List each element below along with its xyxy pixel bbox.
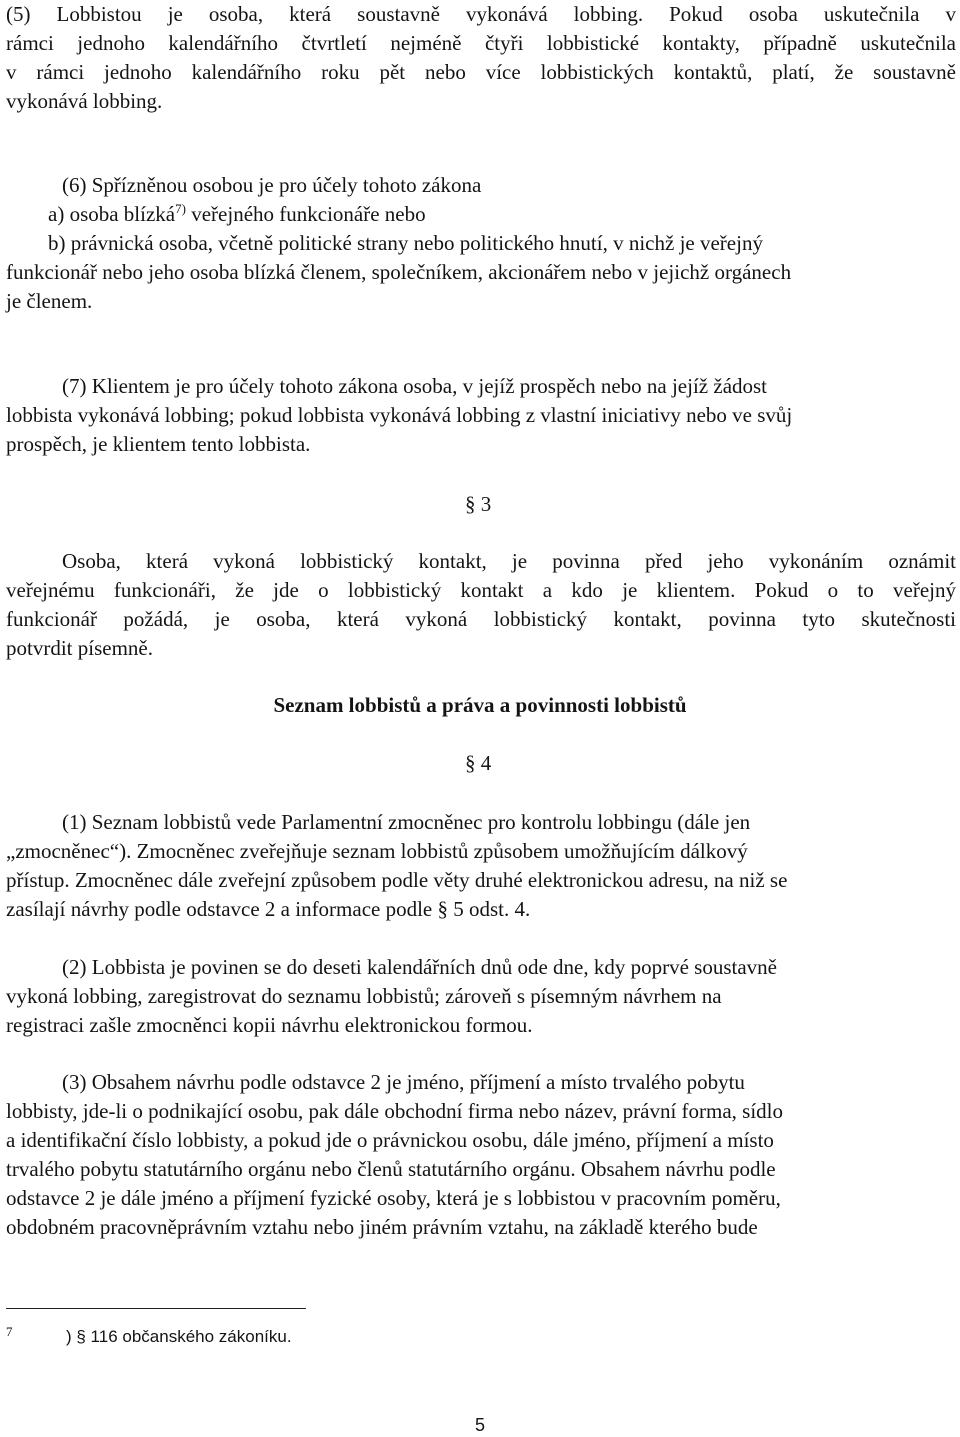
section-4-number: § 4 (465, 751, 492, 775)
paragraph-line: zasílají návrhy podle odstavce 2 a informace podle § 5 odst. 4. (6, 897, 531, 921)
section-3-text (6, 547, 956, 663)
paragraph-line: funkcionář požádá, je osoba, která vykoná lobbistický kontakt, povinna tyto skutečnosti (6, 607, 956, 631)
paragraph-line: (7) Klientem je pro účely tohoto zákona osoba, v jejíž prospěch nebo na jejíž žádost (62, 374, 768, 398)
paragraph-line: (3) Obsahem návrhu podle odstavce 2 je jméno, příjmení a místo trvalého pobytu (62, 1070, 745, 1094)
paragraph-line: (2) Lobbista je povinen se do deseti kalendářních dnů ode dne, kdy poprvé soustavně (62, 955, 777, 979)
paragraph-line: (1) Seznam lobbistů vede Parlamentní zmocněnec pro kontrolu lobbingu (dále jen (62, 810, 751, 834)
item-a-text-rest: veřejného funkcionáře nebo (185, 202, 426, 226)
section-4-paragraph-2 (6, 953, 956, 1040)
paragraph-line: veřejnému funkcionáři, že jde o lobbistický kontakt a kdo je klientem. Pokud o to veřejný (6, 578, 956, 602)
footnote-mark: 7 (6, 1324, 13, 1339)
paragraph-line: Osoba, která vykoná lobbistický kontakt, je povinna před jeho vykonáním oznámit (62, 549, 956, 573)
item-a-text: a) osoba blízká (48, 202, 176, 226)
paragraph-line: lobbista vykonává lobbing; pokud lobbista vykonává lobbing z vlastní iniciativy nebo ve svůj (6, 403, 793, 427)
footnote-separator (6, 1308, 306, 1309)
paragraph-line: registraci zašle zmocněnci kopii návrhu elektronickou formou. (6, 1013, 533, 1037)
section-4-paragraph-1 (6, 808, 956, 924)
paragraph-line: vykoná lobbing, zaregistrovat do seznamu lobbistů; zároveň s písemným návrhem na (6, 984, 722, 1008)
footnote-text: ) § 116 občanského zákoníku. (66, 1327, 292, 1346)
page-number: 5 (474, 1415, 485, 1435)
paragraph-line: trvalého pobytu statutárního orgánu nebo členů statutárního orgánu. Obsahem návrhu podle (6, 1157, 776, 1181)
paragraph-5 (6, 0, 956, 116)
paragraph-line: je členem. (6, 289, 93, 313)
paragraph-line: potvrdit písemně. (6, 636, 153, 660)
paragraph-line: a identifikační číslo lobbisty, a pokud jde o právnickou osobu, dále jméno, příjmení a místo (6, 1128, 774, 1152)
paragraph-line: vykonává lobbing. (6, 89, 163, 113)
footnote-ref: 7) (175, 201, 186, 216)
section-heading: Seznam lobbistů a práva a povinnosti lobbistů (273, 693, 687, 717)
section-3-number: § 3 (465, 492, 492, 516)
paragraph-line: funkcionář nebo jeho osoba blízká členem, společníkem, akcionářem nebo v jejichž orgánech (6, 260, 792, 284)
paragraph-line: prospěch, je klientem tento lobbista. (6, 432, 311, 456)
paragraph-line: „zmocněnec“). Zmocněnec zveřejňuje seznam lobbistů způsobem umožňujícím dálkový (6, 839, 748, 863)
paragraph-line: (5) Lobbistou je osoba, která soustavně vykonává lobbing. Pokud osoba uskutečnila v (6, 2, 956, 26)
paragraph-line: rámci jednoho kalendářního čtvrtletí nejméně čtyři lobbistické kontakty, případně uskutečnila (6, 31, 956, 55)
paragraph-line: v rámci jednoho kalendářního roku pět nebo více lobbistických kontaktů, platí, že soustavně (6, 60, 956, 84)
paragraph-7 (6, 372, 956, 459)
paragraph-line: přístup. Zmocněnec dále zveřejní způsobem podle věty druhé elektronickou adresu, na niž se (6, 868, 788, 892)
section-4-paragraph-3 (6, 1068, 956, 1242)
paragraph-line: odstavce 2 je dále jméno a příjmení fyzické osoby, která je s lobbistou v pracovním poměru, (6, 1186, 781, 1210)
paragraph-6 (6, 171, 956, 316)
paragraph-6-item-b: b) právnická osoba, včetně politické strany nebo politického hnutí, v nichž je veřejný (48, 231, 763, 255)
paragraph-6-intro: (6) Spřízněnou osobou je pro účely tohoto zákona (62, 173, 482, 197)
paragraph-line: lobbisty, jde-li o podnikající osobu, pak dále obchodní firma nebo název, právní forma, sídlo (6, 1099, 784, 1123)
paragraph-6-item-a (6, 200, 956, 229)
paragraph-line: obdobném pracovněprávním vztahu nebo jiném právním vztahu, na základě kterého bude (6, 1215, 758, 1239)
